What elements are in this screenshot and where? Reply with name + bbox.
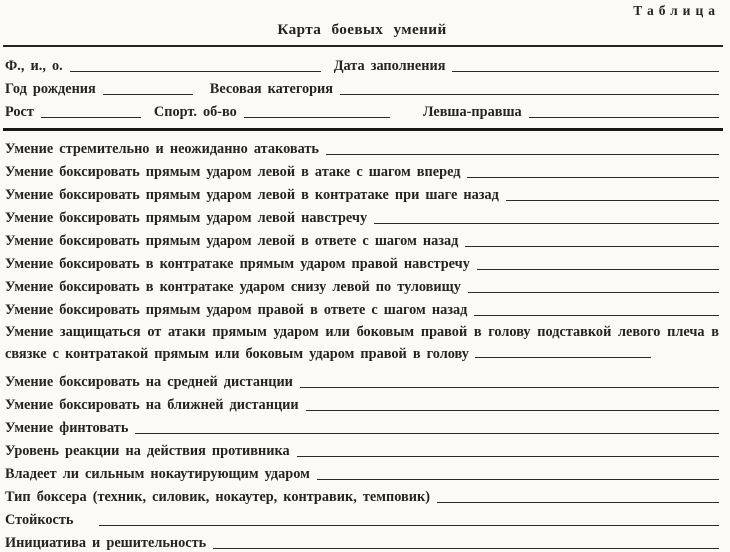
skill-row (5, 414, 719, 437)
skill-row (5, 135, 719, 158)
table-caption: Таблица (633, 3, 720, 18)
skill-label: Стойкость (5, 512, 74, 528)
header-row-height-club (5, 98, 719, 121)
sport-club-blank-line (244, 116, 390, 118)
weight-category-blank-line (340, 93, 719, 95)
blank-line (474, 314, 719, 316)
fio-blank-line (70, 70, 321, 72)
skill-label: Уровень реакции на действия противника (5, 443, 290, 459)
handedness-blank-line (529, 116, 719, 118)
skill-label: Умение стремительно и неожиданно атаковать (5, 141, 319, 157)
blank-line (297, 455, 719, 457)
skill-row (5, 250, 719, 273)
skill-row (5, 227, 719, 250)
blank-line (437, 501, 719, 503)
blank-line (135, 432, 719, 434)
blank-line (99, 524, 719, 526)
sport-club-label: Спорт. об-во (153, 104, 237, 120)
skill-row (5, 506, 719, 529)
skill-label: Умение финтовать (5, 420, 129, 436)
weight-category-label: Весовая категория (209, 81, 334, 97)
skill-label: Умение боксировать прямым ударом левой в ответе с шагом назад (5, 233, 459, 249)
skill-row (5, 529, 719, 552)
blank-line (374, 222, 719, 224)
skill-row (5, 158, 719, 181)
skill-row (5, 273, 719, 296)
skill-label: Умение боксировать прямым ударом левой в контратаке при шаге назад (5, 187, 499, 203)
skill-label: Инициатива и решительность (5, 535, 207, 551)
height-label: Рост (5, 104, 34, 120)
fio-label: Ф., и., о. (5, 58, 63, 74)
skill-label: Владеет ли сильным нокаутирующим ударом (5, 466, 310, 482)
handedness-label: Левша-правша (422, 104, 522, 120)
header-row-name (5, 52, 719, 75)
blank-line (326, 153, 719, 155)
skills-list (5, 131, 719, 552)
skill-row-two-line (5, 319, 719, 368)
skill-label: Тип боксера (техник, силовик, нокаутер, контравик, темповик) (5, 489, 430, 505)
skill-row (5, 460, 719, 483)
skill-row (5, 181, 719, 204)
form-header (5, 47, 719, 121)
skill-row (5, 391, 719, 414)
skill-row (5, 483, 719, 506)
birth-year-label: Год рождения (5, 81, 96, 97)
header-row-birth-weight (5, 75, 719, 98)
skill-row (5, 204, 719, 227)
skill-label: Умение боксировать в контратаке ударом снизу левой по туловищу (5, 279, 461, 295)
skill-label: Умение боксировать на средней дистанции (5, 374, 293, 390)
fill-date-blank-line (452, 70, 719, 72)
skill-label: Умение боксировать прямым ударом левой навстречу (5, 210, 368, 226)
height-blank-line (41, 116, 141, 118)
birth-year-blank-line (103, 93, 193, 95)
blank-line (317, 478, 719, 480)
blank-line (475, 356, 651, 358)
skill-row (5, 368, 719, 391)
blank-line (467, 176, 719, 178)
skill-label: Умение боксировать прямым ударом правой в ответе с шагом назад (5, 302, 468, 318)
blank-line (506, 199, 719, 201)
blank-line (468, 291, 719, 293)
blank-line (300, 386, 719, 388)
skill-label: Умение защищаться от атаки прямым ударом или боковым правой в голову подставкой левого плеча в связке с контратакой прямым или боковым ударом правой в голову (5, 324, 719, 362)
skill-label: Умение боксировать на ближней дистанции (5, 397, 299, 413)
skill-row (5, 296, 719, 319)
page-title: Карта боевых умений (277, 21, 447, 38)
blank-line (213, 547, 719, 549)
fill-date-label: Дата заполнения (333, 58, 446, 74)
skill-row (5, 437, 719, 460)
blank-line (465, 245, 719, 247)
blank-line (306, 409, 719, 411)
blank-line (477, 268, 719, 270)
skill-label: Умение боксировать прямым ударом левой в атаке с шагом вперед (5, 164, 461, 180)
skill-label: Умение боксировать в контратаке прямым ударом правой навстречу (5, 256, 470, 272)
